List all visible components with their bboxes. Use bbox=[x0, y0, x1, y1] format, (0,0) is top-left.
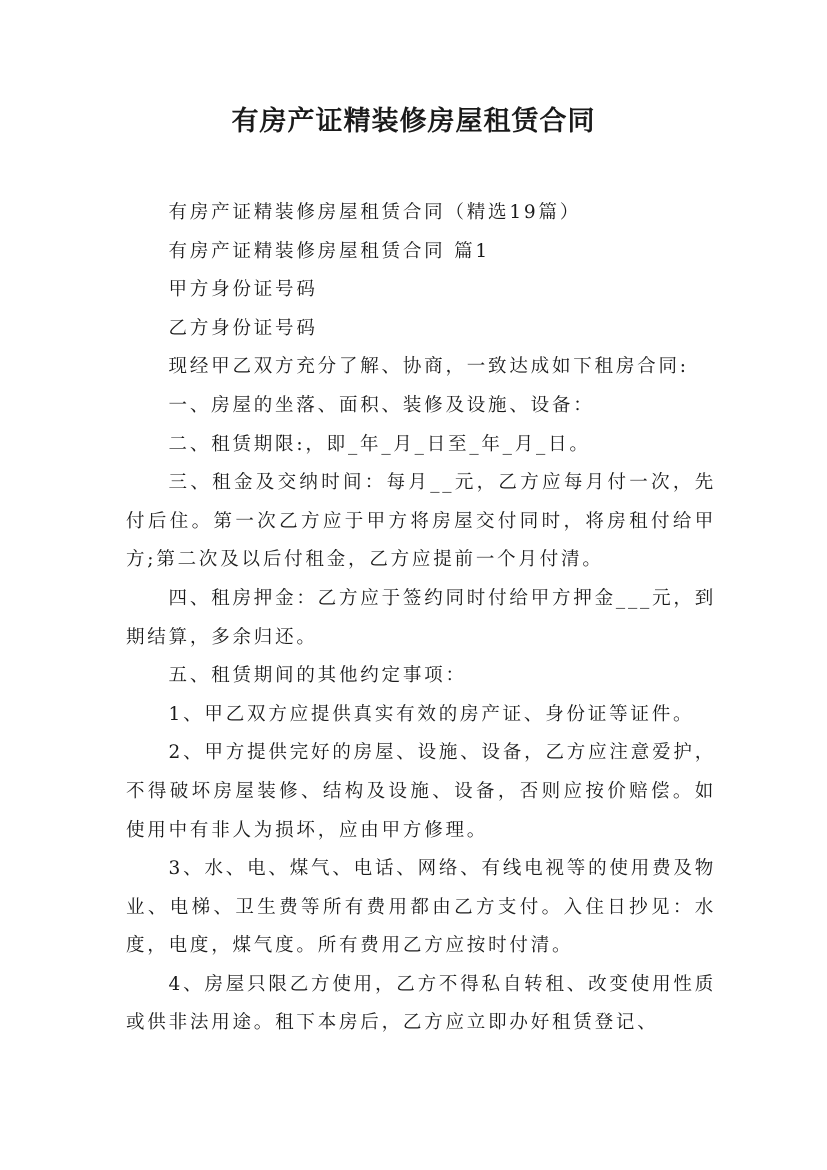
paragraph-section-heading: 有房产证精装修房屋租赁合同 篇1 bbox=[168, 240, 490, 262]
paragraph-party-b-id: 乙方身份证号码 bbox=[168, 317, 318, 339]
document-body bbox=[126, 194, 716, 1043]
paragraph-intro: 现经甲乙双方充分了解、协商，一致达成如下租房合同: bbox=[168, 356, 689, 378]
paragraph-clause-1: 一、房屋的坐落、面积、装修及设施、设备： bbox=[168, 394, 595, 416]
paragraph-clause-4: 四、租房押金：乙方应于签约同时付给甲方押金___元，到期结算，多余归还。 bbox=[126, 587, 716, 648]
paragraph-item-4: 4、房屋只限乙方使用，乙方不得私自转租、改变使用性质或供非法用途。租下本房后，乙方应立即办好租赁登记、 bbox=[126, 973, 716, 1034]
document-title: 有房产证精装修房屋租赁合同 bbox=[231, 106, 596, 137]
paragraph-clause-3: 三、租金及交纳时间：每月__元，乙方应每月付一次，先付后住。第一次乙方应于甲方将房屋交付同时，将房租付给甲方;第二次及以后付租金，乙方应提前一个月付清。 bbox=[126, 472, 716, 571]
paragraph-item-2: 2、甲方提供完好的房屋、设施、设备，乙方应注意爱护，不得破坏房屋装修、结构及设施、设备，否则应按价赔偿。如使用中有非人为损坏，应由甲方修理。 bbox=[126, 742, 716, 841]
paragraph-item-1: 1、甲乙双方应提供真实有效的房产证、身份证等证件。 bbox=[168, 703, 695, 725]
paragraph-clause-5: 五、租赁期间的其他约定事项： bbox=[168, 665, 467, 687]
paragraph-party-a-id: 甲方身份证号码 bbox=[168, 279, 318, 301]
paragraph-clause-2: 二、租赁期限:，即_年_月_日至_年_月_日。 bbox=[168, 433, 591, 455]
paragraph-subtitle: 有房产证精装修房屋租赁合同（精选19篇） bbox=[168, 202, 582, 223]
paragraph-item-3: 3、水、电、煤气、电话、网络、有线电视等的使用费及物业、电梯、卫生费等所有费用都由乙方支付。入住日抄见：水度，电度，煤气度。所有费用乙方应按时付清。 bbox=[126, 858, 716, 957]
